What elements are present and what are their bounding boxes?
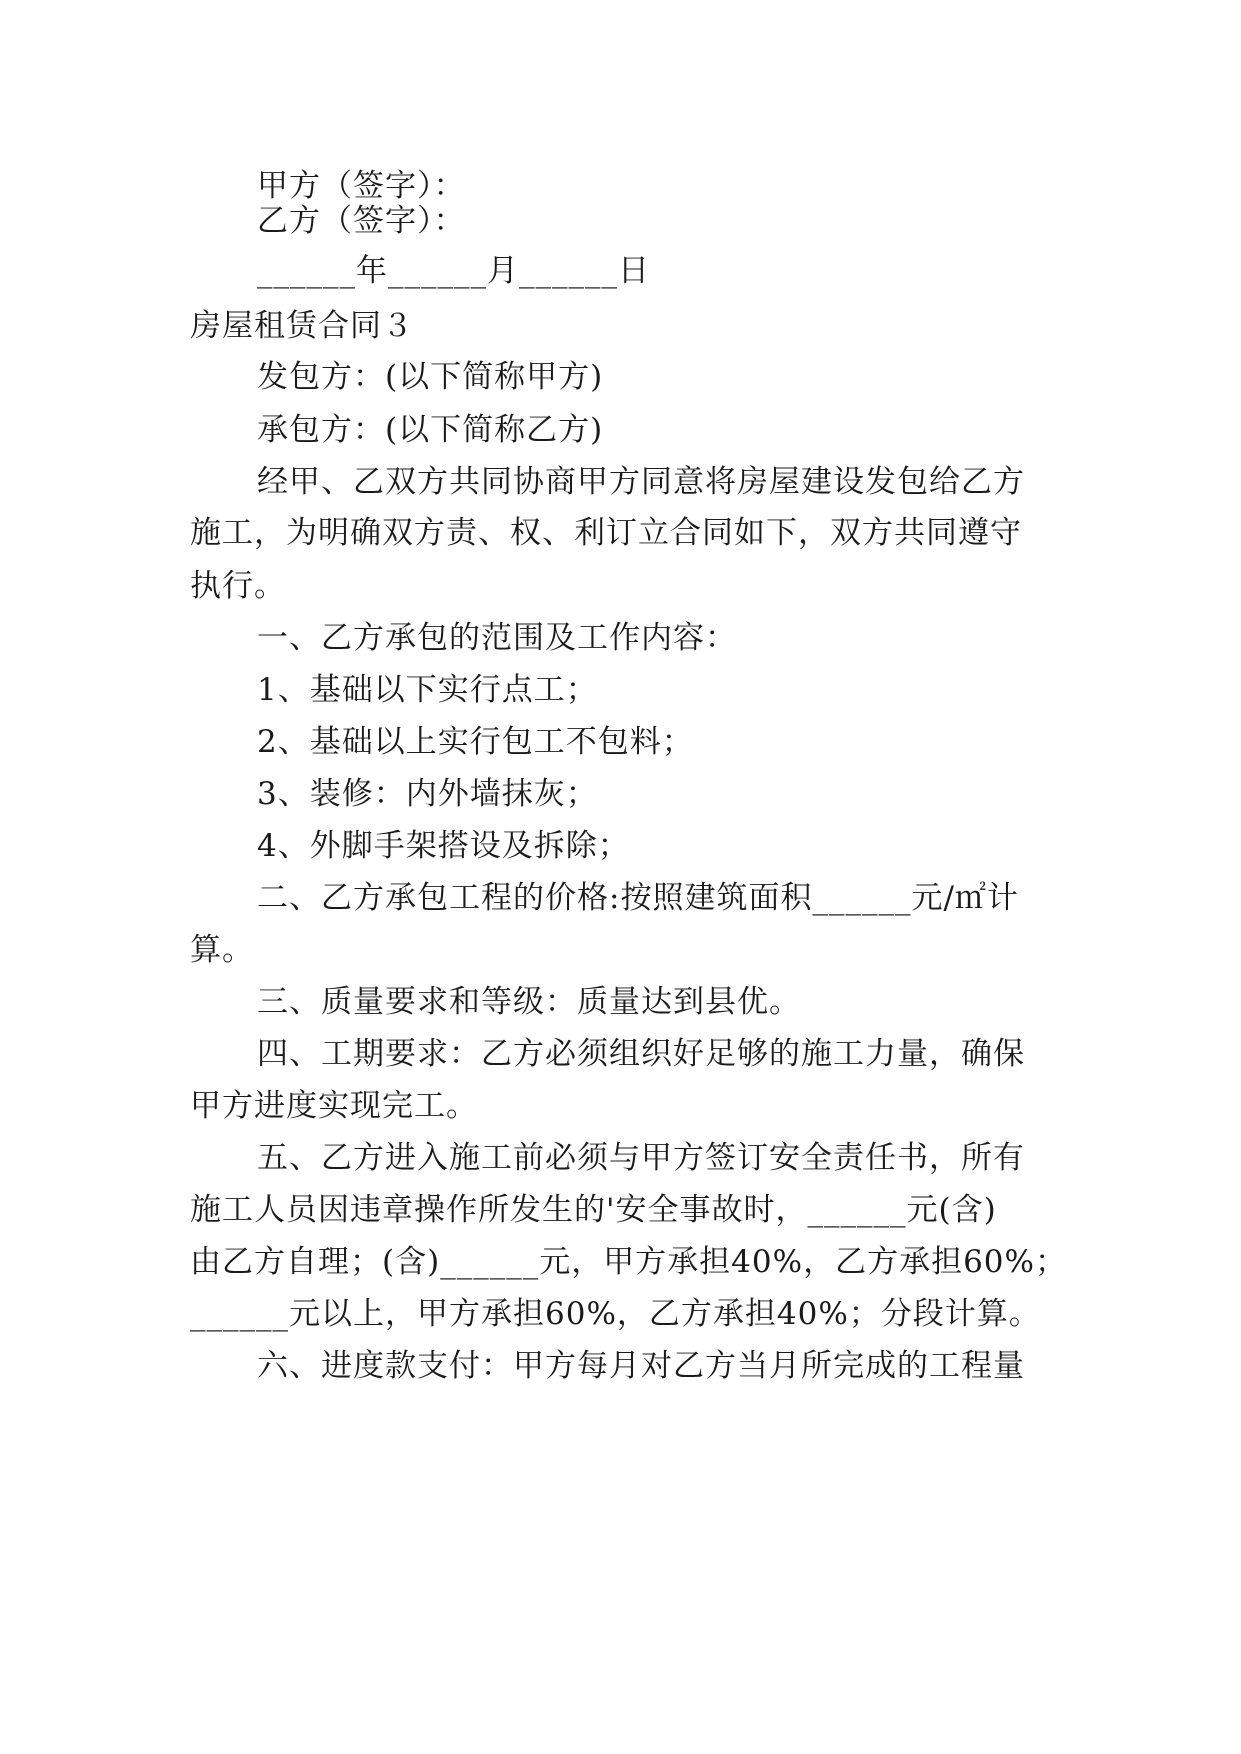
list-item: 3、装修：内外墙抹灰； [257, 776, 598, 812]
paragraph-line: 由乙方自理；(含)______元，甲方承担40%，乙方承担60%； [190, 1244, 1067, 1280]
paragraph-line: 执行。 [190, 568, 286, 604]
signature-party-b: 乙方（签字）： [257, 203, 466, 239]
document-title: 房屋租赁合同３ [190, 308, 414, 344]
paragraph-line: 二、乙方承包工程的价格:按照建筑面积______元/㎡计 [257, 880, 1019, 916]
section-heading: 一、乙方承包的范围及工作内容： [257, 620, 737, 656]
signature-date: ______年______月______日 [257, 253, 650, 289]
paragraph-line: 三、质量要求和等级：质量达到县优。 [257, 984, 801, 1020]
subcontractor-line: 承包方：(以下简称乙方) [257, 412, 604, 448]
list-item: 4、外脚手架搭设及拆除； [257, 828, 630, 864]
list-item: 2、基础以上实行包工不包料； [257, 724, 694, 760]
paragraph-line: 算。 [190, 932, 254, 968]
paragraph-line: 施工，为明确双方责、权、利订立合同如下，双方共同遵守 [190, 515, 1022, 551]
paragraph-line: 施工人员因违章操作所发生的'安全事故时，______元(含) [190, 1192, 997, 1228]
paragraph-line: 六、进度款支付：甲方每月对乙方当月所完成的工程量 [257, 1348, 1025, 1384]
signature-party-a: 甲方（签字）： [257, 168, 466, 204]
paragraph-line: 四、工期要求：乙方必须组织好足够的施工力量，确保 [257, 1036, 1025, 1072]
paragraph-line: 经甲、乙双方共同协商甲方同意将房屋建设发包给乙方 [257, 464, 1025, 500]
list-item: 1、基础以下实行点工； [257, 672, 598, 708]
paragraph-line: ______元以上，甲方承担60%，乙方承担40%；分段计算。 [190, 1296, 1041, 1332]
contractor-line: 发包方：(以下简称甲方) [257, 359, 604, 395]
paragraph-line: 五、乙方进入施工前必须与甲方签订安全责任书，所有 [257, 1140, 1025, 1176]
paragraph-line: 甲方进度实现完工。 [190, 1088, 478, 1124]
